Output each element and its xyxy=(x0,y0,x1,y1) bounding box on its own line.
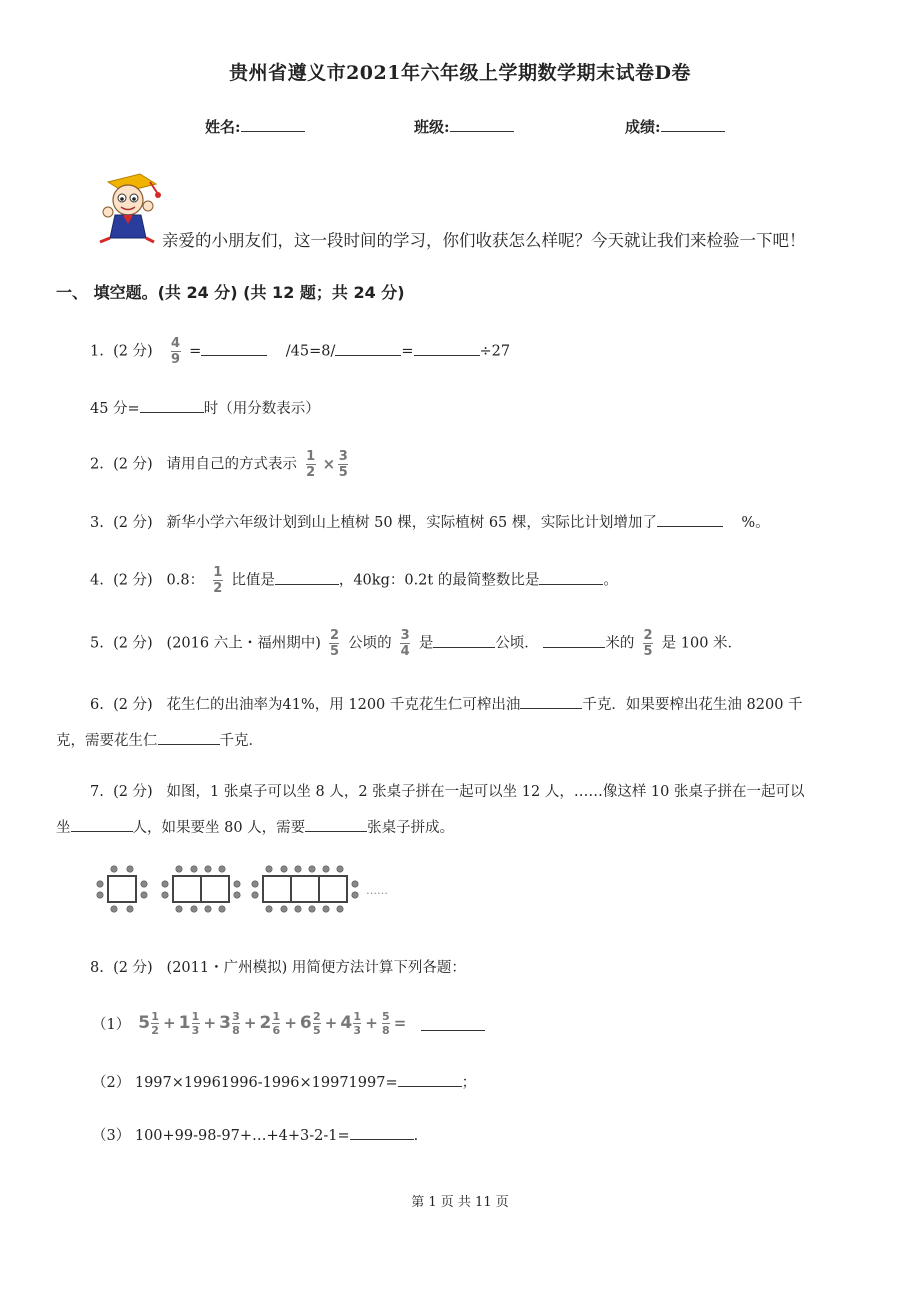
question-8: 8. (2 分) (2011・广州模拟) 用简便方法计算下列各题： xyxy=(90,960,466,976)
mascot-image xyxy=(90,168,166,246)
operator: + xyxy=(243,1014,257,1032)
mixed-number xyxy=(381,1011,391,1036)
operator: + xyxy=(365,1014,378,1032)
whole-part: 1 xyxy=(178,1013,191,1033)
name-field xyxy=(205,116,305,137)
class-field xyxy=(414,116,514,137)
page-title: 贵州省遵义市2021年六年级上学期数学期末试卷D卷 xyxy=(229,62,691,84)
mixed-number xyxy=(260,1011,282,1036)
answer-blank[interactable] xyxy=(398,1072,462,1087)
mixed-number xyxy=(300,1011,322,1036)
fraction: $\frac{1}{2}$ xyxy=(213,565,223,596)
continuation-dots: …… xyxy=(366,884,388,897)
score-field xyxy=(625,116,725,137)
table-seating-figure xyxy=(94,864,414,916)
score-label: 成绩: xyxy=(625,118,661,136)
question-7-line2: 坐 人，如果要坐 80 人，需要 张桌子拼成。 xyxy=(56,816,454,837)
mixed-number-expression xyxy=(138,1011,409,1036)
operator: + xyxy=(163,1014,176,1032)
question-8-part-3: （3） 100+99-98-97+…+4+3-2-1= . xyxy=(92,1124,418,1145)
answer-blank[interactable] xyxy=(539,570,603,585)
answer-blank[interactable] xyxy=(350,1125,414,1140)
answer-blank[interactable] xyxy=(335,341,401,356)
fraction: $\frac{3}{8}$ xyxy=(232,1009,240,1037)
answer-blank[interactable] xyxy=(305,817,367,832)
question-2: 2. (2 分) 请用自己的方式表示 $\frac{1}{2}$ × $\frac{3}{5}$ xyxy=(90,449,348,480)
fraction: $\frac{2}{5}$ xyxy=(329,628,339,659)
answer-blank[interactable] xyxy=(414,341,480,356)
mixed-number xyxy=(219,1011,241,1036)
fraction: $\frac{3}{4}$ xyxy=(400,628,410,659)
question-8-part-1: （1） 5 $\frac{1}{2}$ + 1 $\frac{1}{3}$ + 3 $\frac{3}{8}$ + 2 $\frac{1}{6}$ + 6 $\frac{2}{5}$ + 4 $\frac{1}{3}$ + $\frac{5}{8}$ = xyxy=(92,1004,485,1042)
mixed-number xyxy=(138,1011,160,1036)
answer-blank[interactable] xyxy=(71,817,133,832)
answer-blank[interactable] xyxy=(201,341,267,356)
section-heading: 一、 填空题。(共 24 分) (共 12 题；共 24 分) xyxy=(56,283,405,302)
fraction: $\frac{5}{8}$ xyxy=(381,1009,390,1037)
question-1: 1. (2 分) $\frac{4}{9}$ = /45=8/ = ÷27 xyxy=(90,336,511,367)
question-3: 3. (2 分) 新华小学六年级计划到山上植树 50 棵，实际植树 65 棵，实际比计划增加了 %。 xyxy=(90,511,770,532)
score-blank[interactable] xyxy=(661,117,725,132)
mixed-number xyxy=(179,1011,201,1036)
fraction: $\frac{1}{3}$ xyxy=(353,1009,362,1037)
whole-part: 3 xyxy=(219,1013,231,1033)
fraction: $\frac{2}{5}$ xyxy=(312,1009,321,1037)
answer-blank[interactable] xyxy=(657,512,723,527)
whole-part: 5 xyxy=(138,1013,151,1033)
name-label: 姓名: xyxy=(205,118,241,136)
mixed-number xyxy=(340,1011,362,1036)
operator: + xyxy=(284,1014,297,1032)
fraction: $\frac{1}{3}$ xyxy=(191,1009,200,1037)
page-footer: 第 1 页 共 11 页 xyxy=(411,1195,509,1210)
operator: = xyxy=(393,1014,407,1032)
fraction: $\frac{3}{5}$ xyxy=(338,449,348,480)
name-blank[interactable] xyxy=(241,117,305,132)
answer-blank[interactable] xyxy=(520,694,582,709)
fraction: $\frac{2}{5}$ xyxy=(643,628,653,659)
whole-part: 4 xyxy=(340,1013,353,1033)
greeting-text: 亲爱的小朋友们，这一段时间的学习，你们收获怎么样呢？今天就让我们来检验一下吧！ xyxy=(162,231,806,250)
fraction: $\frac{1}{2}$ xyxy=(151,1009,159,1037)
question-6-line2: 克，需要花生仁 千克． xyxy=(56,729,263,750)
question-8-part-2: （2） 1997×19961996-1996×19971997= ； xyxy=(92,1071,476,1092)
answer-blank[interactable] xyxy=(433,633,495,648)
question-4: 4. (2 分) 0.8： $\frac{1}{2}$ 比值是 ，40kg：0.2t 的最简整数比是 。 xyxy=(90,565,618,596)
answer-blank[interactable] xyxy=(140,398,204,413)
class-label: 班级: xyxy=(414,118,450,136)
operator: + xyxy=(324,1014,338,1032)
whole-part: 2 xyxy=(259,1013,272,1033)
question-7: 7. (2 分) 如图，1 张桌子可以坐 8 人，2 张桌子拼在一起可以坐 12 人，……像这样 10 张桌子拼在一起可以 xyxy=(90,784,805,800)
fraction: $\frac{4}{9}$ xyxy=(171,336,181,367)
question-5: 5. (2 分) (2016 六上・福州期中) $\frac{2}{5}$ 公顷的 $\frac{3}{4}$ 是 公顷． 米的 $\frac{2}{5}$ 是 100 米． xyxy=(90,628,743,659)
fraction: $\frac{1}{2}$ xyxy=(306,449,316,480)
answer-blank[interactable] xyxy=(275,570,339,585)
fraction: $\frac{1}{6}$ xyxy=(272,1009,281,1037)
class-blank[interactable] xyxy=(450,117,514,132)
question-1-line2: 45 分= 时（用分数表示） xyxy=(90,397,320,418)
whole-part: 6 xyxy=(299,1013,312,1033)
question-6: 6. (2 分) 花生仁的出油率为41%，用 1200 千克花生仁可榨出油 千克．如果要榨出花生油 8200 千 xyxy=(90,693,803,714)
answer-blank[interactable] xyxy=(158,730,220,745)
answer-blank[interactable] xyxy=(543,633,605,648)
operator: + xyxy=(203,1014,217,1032)
answer-blank[interactable] xyxy=(421,1016,485,1031)
